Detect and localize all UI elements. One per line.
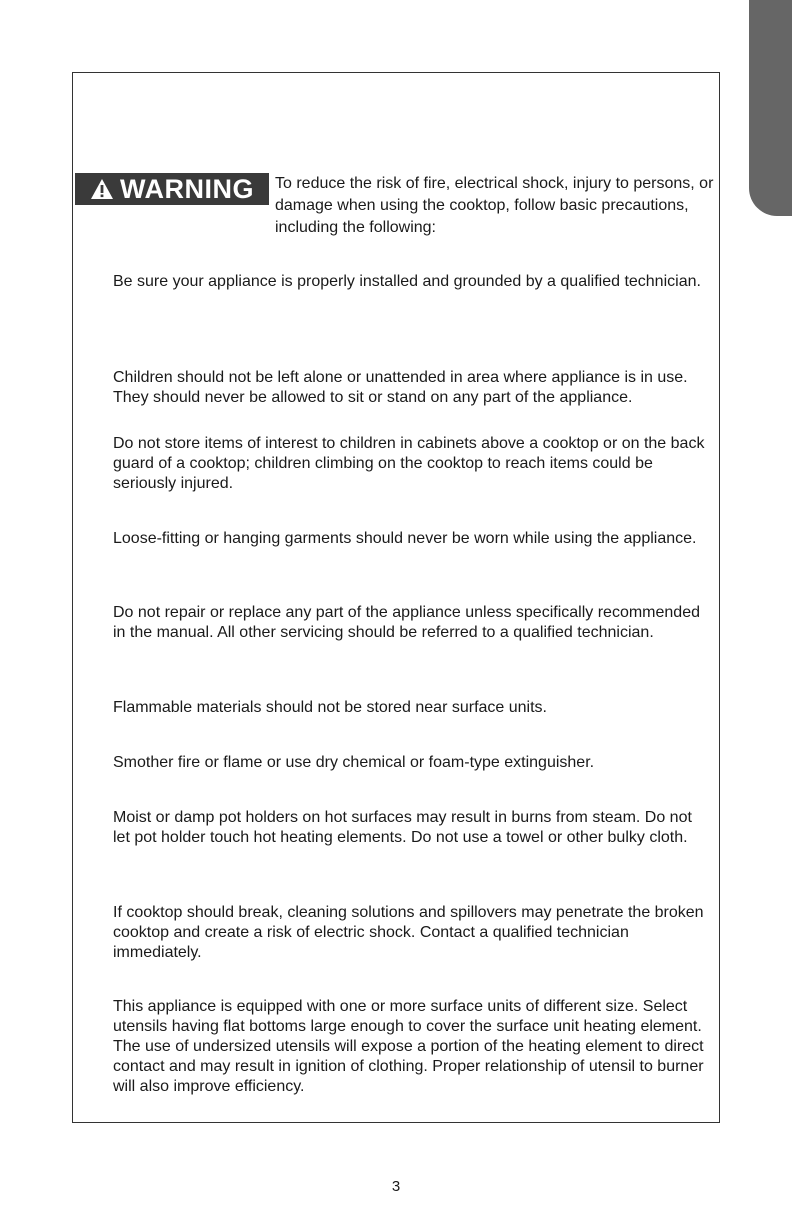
warning-label: WARNING (120, 174, 254, 204)
warning-badge (75, 173, 269, 205)
page-number: 3 (391, 1178, 401, 1195)
precaution-item: Do not repair or replace any part of the appliance unless specifically recommended in the manual. All other servicing should be referred to a qualified technician. (113, 604, 700, 641)
precaution-item: Flammable materials should not be stored near surface units. (113, 699, 547, 716)
precaution-item: If cooktop should break, cleaning solutions and spillovers may penetrate the broken cooktop and create a risk of electric shock. Contact a qualified technician immediately. (113, 904, 704, 961)
precaution-item: Loose-fitting or hanging garments should never be worn while using the appliance. (113, 530, 697, 547)
precaution-item: Smother fire or flame or use dry chemical or foam-type extinguisher. (113, 754, 595, 771)
warning-text: To reduce the risk of fire, electrical shock, injury to persons, or damage when using the cooktop, follow basic precautions, including the following: (275, 175, 714, 236)
precaution-item: Moist or damp pot holders on hot surfaces may result in burns from steam. Do not let pot holder touch hot heating elements. Do not use a towel or other bulky cloth. (113, 809, 692, 846)
precaution-item: Be sure your appliance is properly installed and grounded by a qualified technician. (113, 273, 701, 290)
precaution-item: Children should not be left alone or unattended in area where appliance is in use. They should never be allowed to sit or stand on any part of the appliance. (113, 369, 688, 406)
warning-triangle-icon (90, 178, 114, 200)
precaution-item: Do not store items of interest to children in cabinets above a cooktop or on the back guard of a cooktop; children climbing on the cooktop to reach items could be seriously injured. (113, 435, 705, 492)
side-tab (749, 0, 792, 216)
precaution-item: This appliance is equipped with one or more surface units of different size. Select utensils having flat bottoms large enough to cover the surface unit heating element. The use of undersized utensils will expose a portion of the heating element to direct contact and may result in ignition of clothing. Proper relationship of utensil to burner will also improve efficiency. (113, 998, 704, 1095)
